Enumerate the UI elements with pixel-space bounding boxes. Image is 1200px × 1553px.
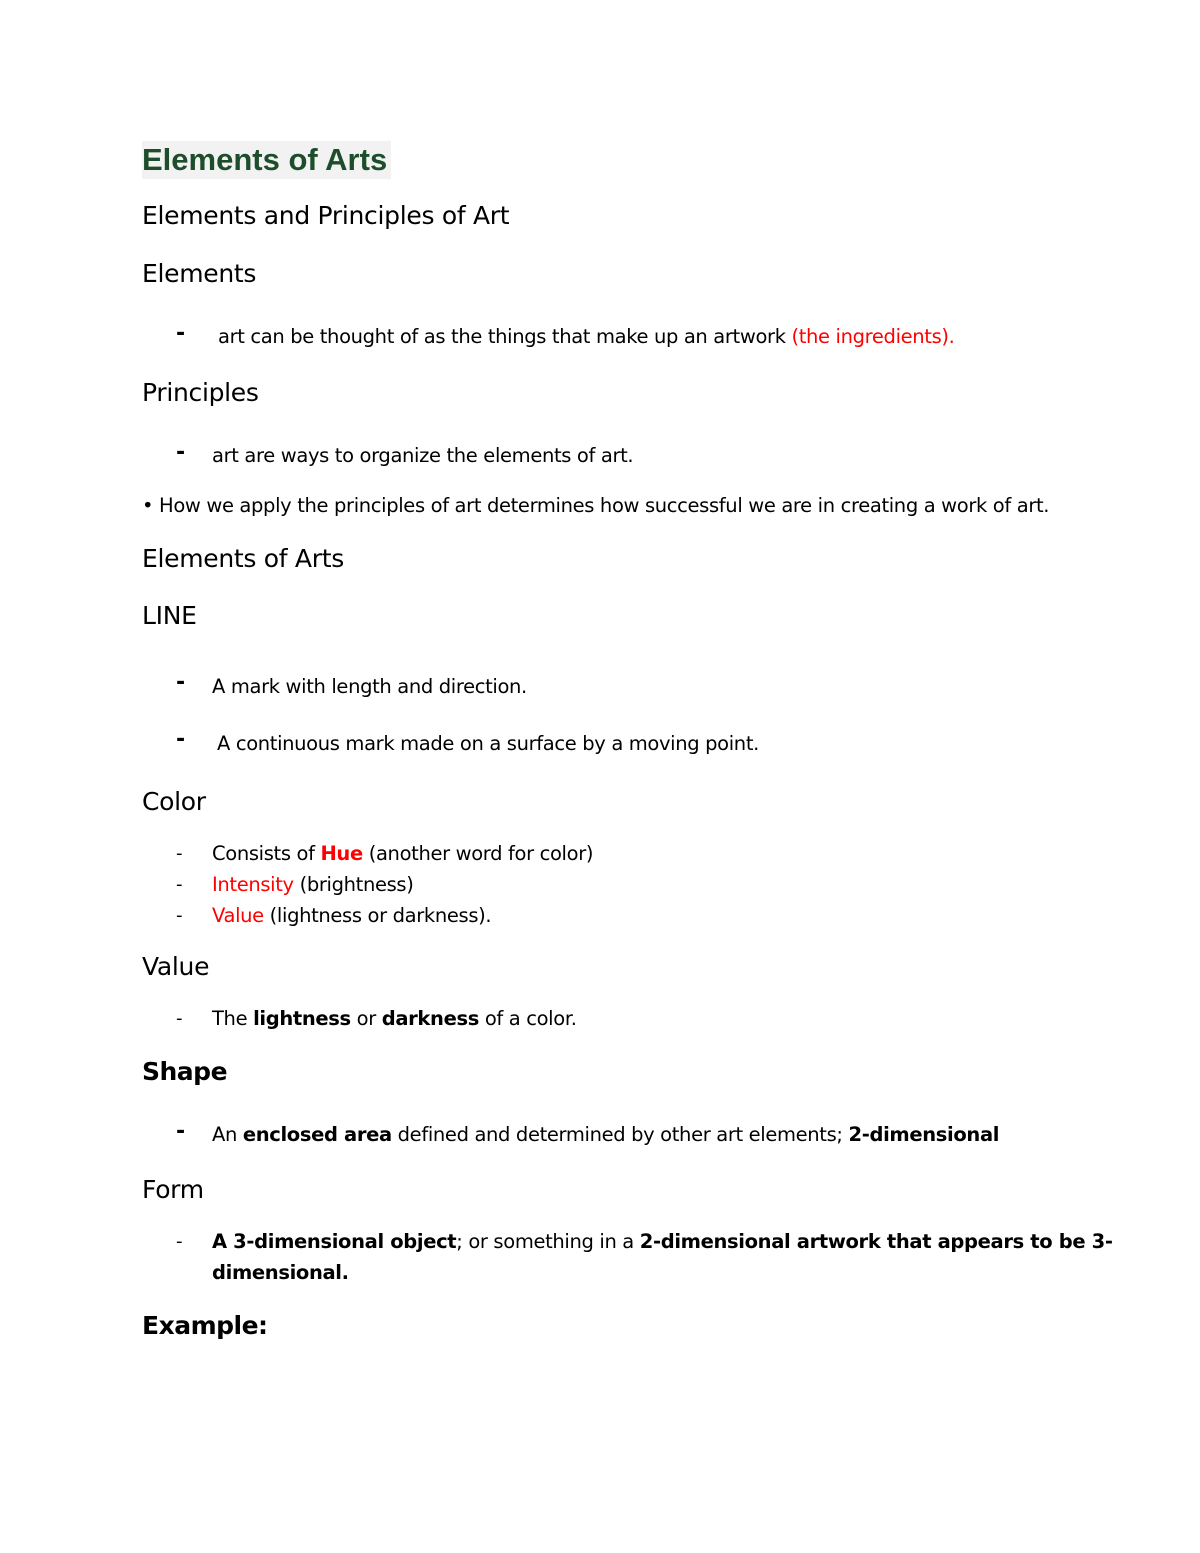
principles-bullet: • How we apply the principles of art determines how successful we are in creating a work of art. (142, 494, 1050, 517)
elements-heading: Elements (142, 259, 257, 288)
color-item-highlight: Intensity (212, 873, 294, 896)
list-dash: - (176, 843, 183, 864)
elements-item-text: art can be thought of as the things that make up an artwork (218, 325, 786, 348)
list-dash: - (176, 670, 186, 695)
color-item-text: (brightness) (299, 873, 414, 896)
shape-item-text: An (212, 1123, 237, 1146)
line-item: A mark with length and direction. (212, 675, 527, 698)
list-dash: - (176, 321, 186, 346)
color-item-hue (212, 841, 593, 867)
list-dash: - (176, 1231, 183, 1252)
form-item-continuation: dimensional. (212, 1261, 349, 1284)
elements-item (218, 324, 955, 350)
list-dash: - (176, 1119, 186, 1144)
document-title: Elements of Arts (142, 141, 391, 179)
shape-item (212, 1122, 999, 1148)
color-item-text: (another word for color) (368, 842, 594, 865)
example-heading: Example: (142, 1311, 268, 1340)
form-item-text: ; or something in a (456, 1230, 634, 1253)
color-heading: Color (142, 787, 206, 816)
value-item-bold: lightness (253, 1007, 351, 1030)
shape-item-bold: enclosed area (242, 1123, 392, 1146)
value-item-text: The (212, 1007, 248, 1030)
principles-item: art are ways to organize the elements of art. (212, 444, 634, 467)
shape-item-bold: 2-dimensional (848, 1123, 1000, 1146)
form-heading: Form (142, 1175, 204, 1204)
value-heading: Value (142, 952, 210, 981)
elements-of-arts-heading: Elements of Arts (142, 544, 344, 573)
color-item-intensity (212, 872, 413, 898)
color-item-highlight: Hue (320, 842, 363, 865)
color-item-value (212, 903, 491, 929)
value-item (212, 1006, 577, 1032)
list-dash: - (176, 440, 186, 465)
shape-item-text: defined and determined by other art elements; (397, 1123, 843, 1146)
form-item (212, 1229, 1113, 1255)
shape-heading: Shape (142, 1057, 228, 1086)
line-heading: LINE (142, 601, 197, 630)
list-dash: - (176, 874, 183, 895)
elements-item-highlight: (the ingredients). (791, 325, 955, 348)
form-item-bold: 2-dimensional artwork that appears to be 3- (639, 1230, 1113, 1253)
color-item-text: Consists of (212, 842, 315, 865)
color-item-highlight: Value (212, 904, 264, 927)
color-item-text: (lightness or darkness). (269, 904, 492, 927)
list-dash: - (176, 727, 186, 752)
line-item: A continuous mark made on a surface by a moving point. (217, 732, 759, 755)
value-item-bold: darkness (381, 1007, 479, 1030)
list-dash: - (176, 905, 183, 926)
form-item-bold: A 3-dimensional object (212, 1230, 457, 1253)
principles-heading: Principles (142, 378, 259, 407)
main-heading: Elements and Principles of Art (142, 201, 510, 230)
list-dash: - (176, 1008, 183, 1029)
value-item-text: or (356, 1007, 376, 1030)
value-item-text: of a color. (484, 1007, 577, 1030)
